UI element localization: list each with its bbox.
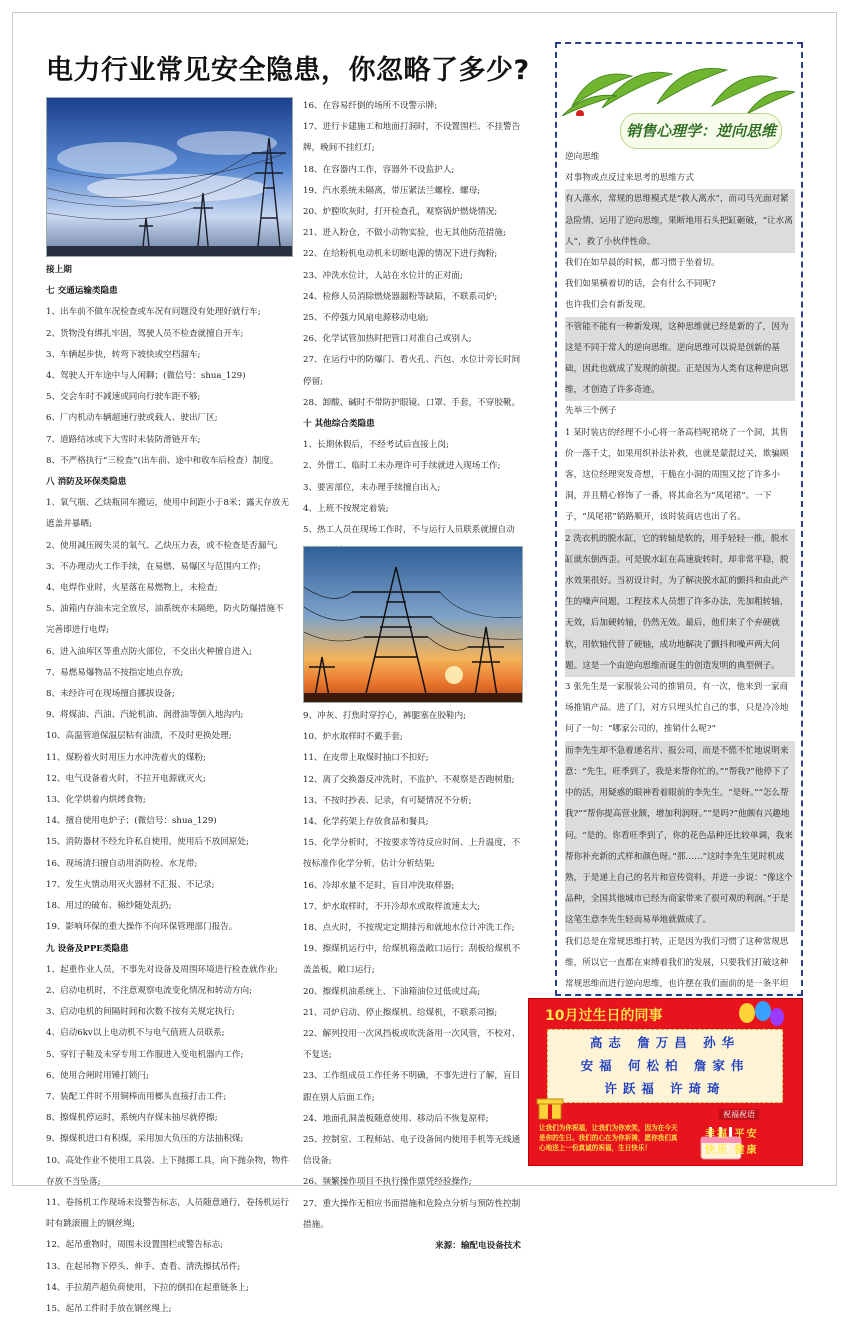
list-item: 18、点火时，不按规定定期排污和就地水位计冲洗工作;: [303, 923, 515, 934]
list-item: 22、在给粉机电动机未切断电源的情况下进行掏粉;: [303, 249, 498, 260]
power-tower-photo-sunset: [303, 546, 523, 703]
birthday-message: 让我们为你祝福，让我们为你欢笑，因为在今天是你的生日。我们的心在为你祈祷，愿你我们真心地送上一份真诚的祝福，生日快乐！: [539, 1124, 678, 1152]
list-item: 4、驾驶人开车途中与人闲聊；(微信号：shua_129): [46, 371, 246, 382]
list-item: 5、油箱内存油未完全放尽，油系统亦未隔绝，防火防爆措施不完善即进行电焊;: [46, 604, 284, 636]
list-item: 19、影响环保的重大操作不向环保管理部门报告。: [46, 922, 238, 933]
page-title: 电力行业常见安全隐患，你忽略了多少?: [46, 55, 530, 86]
list-item: 8、未经许可在现场擅自挪拔设备;: [46, 689, 175, 700]
list-item: 26、化学试管加热时把管口对准自己或别人;: [303, 334, 472, 345]
list-item: 16、在容易纤倒的场所不设警示牌;: [303, 101, 438, 111]
list-item: 1、氧气瓶、乙炔瓶同车搬运，使用中间距小于8米；露天存放无遮盖并暴晒;: [46, 498, 289, 530]
wish-line: 快乐 健康: [705, 1145, 759, 1156]
list-item: 6、进入油库区等重点防火部位，不交出火种擅自进入;: [46, 646, 253, 657]
list-item: 13、化学烘着内烘烤食物;: [46, 795, 146, 806]
list-item: 2、货物没有绑扎牢固，驾驶人员不检查就擅自开车;: [46, 328, 244, 339]
list-item: 3、要害部位，未办理手续擅自出入;: [303, 482, 441, 493]
list-item: 7、装配工件时不用铜棒而用榔头直接打击工件;: [46, 1091, 227, 1102]
list-item: 11、卷扬机工作现场未设警告标志，人员随意通行，卷扬机运行时有跳滚圈上的钢丝绳;: [46, 1197, 289, 1230]
list-item: 5、热工人员在现场工作时，不与运行人员联系就擅自动: [303, 525, 515, 536]
paragraph: 2 洗衣机的脱水缸，它的转轴是软的，用手轻轻一推，脱水缸就东倒西歪。可是脱水缸在高速旋转时，却非常平稳，脱水效果很好。当初设计时，为了解决脱水缸的颤抖和由此产生的噪声问题，工程技术人员想了许多办法，先加粗转轴，无效，后加硬转轴，仍然无效。最后，他们来了个弃硬就软，用软轴代替了硬轴，成功地解决了颤抖和噪声两大问题。这是一个由逆向思维而诞生的创造发明的典型例子。: [565, 529, 795, 677]
list-item: 5、穿钉子鞋及未穿专用工作服进入变电机器内工作;: [46, 1049, 244, 1060]
middle-column-bottom: [303, 706, 521, 1257]
list-item: 12、离了交换器反冲洗时，不监护、不观察是否跑树脂;: [303, 774, 515, 785]
names-row: 高志 詹万昌 孙华: [589, 1035, 741, 1050]
wish-line: 幸福 平安: [705, 1129, 759, 1140]
list-item: 2、外借工、临时工未办理许可手续就进入现场工作;: [303, 461, 501, 472]
list-item: 13、在起吊物下停头、伸手、查看、清洗擦拭吊件;: [46, 1261, 241, 1272]
names-row: 许跃福 许琦琦: [604, 1081, 726, 1096]
list-item: 3、不办理动火工作手续，在易燃、易爆区与范围内工作;: [46, 561, 261, 572]
list-item: 25、控制室、工程师站、电子设备间内使用手机等无线通信设备;: [303, 1135, 521, 1167]
list-item: 20、擦煤机油系统上、下油箱油位过低或过高;: [303, 986, 481, 997]
section-8-title: 八 消防及环保类隐患: [46, 477, 127, 488]
list-item: 17、炉水取样时，不开冷却水或取样流速太大;: [303, 901, 481, 912]
banner-title: 销售心理学：逆向思维: [620, 113, 782, 149]
list-item: 27、重大操作无相应书面措施和危险点分析与预防性控制措施。: [303, 1198, 521, 1230]
list-item: 4、上班不按规定着装;: [303, 503, 389, 514]
list-item: 18、用过的破布、棉纱随处乱扔;: [46, 901, 172, 912]
list-item: 9、冲灰、打焦时穿拧心，裤腿塞在胶鞋内;: [303, 711, 467, 721]
paragraph: 逆向思维: [565, 152, 600, 162]
paragraph: 先举三个例子: [565, 406, 617, 417]
list-item: 25、不停强力风扇电源移动电扇;: [303, 313, 429, 324]
list-item: 26、频繁操作项目不执行操作票凭经验操作;: [303, 1177, 472, 1188]
list-item: 9、擦煤机进口有积煤，采用加大负压的方法抽积煤;: [46, 1134, 244, 1145]
paragraph: 我们总是在常规思维打转，正是因为我们习惯了这种常规思维，所以它一直都在束缚着我们的发展，只要我们打破这种常规思维而进行逆向思维，也许摆在我们面前的是一条平坦: [565, 936, 789, 989]
list-item: 16、冷却水量不足时，盲目冲洗取样器;: [303, 880, 455, 891]
list-item: 14、擅自使用电炉子；(微信号：shua_129): [46, 816, 217, 827]
list-item: 24、检修人员消除燃烧器漏粉等缺陷，不联系司炉;: [303, 291, 498, 302]
paragraph: 不管能不能有一种新发现，这种思维就已经是新的了，因为这是不同于常人的逆向思维。逆向思维可以说是创新的基础，因此也就成了发现的前提。正是因为人类有这种逆向思维，才创造了许多奇迹。: [565, 317, 795, 402]
list-item: 22、解列投用一次风挡板或吹洗备用一次风管，不校对、不复送;: [303, 1029, 521, 1061]
list-item: 7、易燃易爆物品不按指定地点存放;: [46, 667, 184, 678]
paragraph: 也许我们会有新发现。: [565, 300, 651, 311]
list-item: 12、起吊重物时，周围未设置围栏或警告标志;: [46, 1240, 224, 1251]
wish-tag: 祝福祝语: [719, 1109, 759, 1120]
right-column-text: [565, 147, 795, 1084]
list-item: 23、工作组成员工作任务不明确，不事先进行了解，盲目跟在别人后面工作;: [303, 1071, 521, 1103]
section-7-title: 七 交通运输类隐患: [46, 286, 118, 297]
list-item: 2、启动电机时，不注意观察电流变化情况和转动方向;: [46, 985, 253, 996]
list-item: 8、擦煤机停运时，系统内存煤未抽尽就停擦;: [46, 1113, 218, 1124]
paragraph: 而李先生却不急着递名片、报公司，而是不慌不忙地说明来意：“先生，旺季到了，我是来帮你忙的。”“帮我?”他停下了中的活，用疑惑的眼神看着眼前的李先生。“是呀。”“怎么帮我?”“帮你提高营业额，增加利润呀。”“是吗?”他颇有兴趣地问。“是的。你看旺季到了，你的花色品种还比较单调，我来帮你补充新的式样和颜色呀。”那……”这时李先生见时机成熟，于是递上自己的名片和宣传资料，并进一步说：“像这个品种，全国其他城市已经为商家带来了很可观的利润。”于是这笔生意李先生轻而易举地就做成了。: [565, 741, 795, 932]
list-item: 28、卸酸、碱时不带防护眼镜、口罩、手套，不穿胶靴。: [303, 397, 521, 408]
paragraph: 我们如果横着切的话，会有什么不同呢?: [565, 279, 716, 290]
intro-text: 接上期: [46, 265, 72, 275]
list-item: 17、发生火情动用灭火器材不汇报、不记录;: [46, 879, 215, 890]
section-9-title: 九 设备及PPE类隐患: [46, 943, 129, 954]
list-item: 15、消防器材不经允许私自使用，使用后不放回原处;: [46, 837, 249, 848]
list-item: 15、化学分析时，不按要求等待反应时间、上升温度，不按标准作化学分析，估计分析结果;: [303, 838, 521, 870]
list-item: 4、启动6kv以上电动机不与电气值班人员联系;: [46, 1028, 225, 1039]
list-item: 6、厂内机动车辆超速行驶或载人、驶出厂区;: [46, 413, 218, 424]
list-item: 27、在运行中的防爆门、看火孔、汽包、水位计旁长时间停留;: [303, 355, 521, 387]
list-item: 3、启动电机的间隔时间和次数不按有关规定执行;: [46, 1007, 235, 1018]
list-item: 20、炉膛吹灰时，打开检查孔，观察锅炉燃烧情况;: [303, 207, 498, 218]
list-item: 19、汽水系统未隔离，带压紧法兰螺栓、螺母;: [303, 185, 481, 196]
list-item: 21、司炉启动、停止擦煤机、给煤机，不联系司擦;: [303, 1007, 498, 1018]
list-item: 24、地面孔洞盖板随意使用、移动后不恢复原样;: [303, 1113, 489, 1124]
list-item: 5、交会车时不减速或同向行驶车距不够;: [46, 392, 201, 403]
list-item: 8、不严格执行“三检查”(出车前、途中和收车后检查）制度。: [46, 455, 279, 466]
list-item: 7、道路结冰或下大雪时未装防滑链开车;: [46, 434, 201, 445]
section-10-title: 十 其他综合类隐患: [303, 419, 375, 430]
birthday-title: 10月过生日的同事: [545, 1008, 663, 1024]
list-item: 1、长期休假后，不经考试后直接上岗;: [303, 440, 449, 451]
paragraph: 我们在如早晨的时候，都习惯于坐着切。: [565, 258, 720, 269]
sales-psychology-panel: [555, 42, 803, 996]
names-row: 安福 何松柏 詹家伟: [580, 1058, 750, 1073]
list-item: 18、在容器内工作，容器外不设监护人;: [303, 164, 455, 175]
list-item: 19、擦煤机运行中，给煤机箱盖敞口运行；刮板给煤机不盖盖板，敞口运行;: [303, 944, 521, 976]
list-item: 10、炉水取样时不戴手套;: [303, 732, 403, 743]
list-item: 4、电焊作业时，火星落在易燃物上，未检查;: [46, 583, 218, 594]
list-item: 10、高处作业不使用工具袋、上下抛掷工具，向下抛杂物，物件存放不当坠落;: [46, 1155, 289, 1187]
list-item: 15、起吊工件时手放在钢丝绳上;: [46, 1303, 172, 1314]
list-item: 1、起重作业人员，不事先对设备及周围环境进行检查就作业;: [46, 964, 278, 975]
list-item: 16、现场清扫擅自动用消防栓、水龙带;: [46, 858, 198, 869]
list-item: 23、冲洗水位计，人站在水位计的正对面;: [303, 270, 463, 281]
list-item: 14、手拉葫芦超负荷使用，下拉的倒扣在起重链条上;: [46, 1282, 249, 1293]
list-item: 9、将煤油、汽油、汽轮机油、润滑油等倒入地沟内;: [46, 710, 244, 721]
source-label: 来源：输配电设备技术: [435, 1241, 521, 1252]
birthday-wish: [697, 1107, 797, 1163]
left-column: [46, 260, 292, 1320]
paragraph: 3 张先生是一家服装公司的推销员，有一次，他来到一家商场推销产品。进了门，对方只埋头忙自己的事，只是冷冷地问了一句：“哪家公司的，推销什么呢?”: [565, 682, 789, 735]
list-item: 6、使用合闸时用锤打锁闩;: [46, 1070, 149, 1081]
power-tower-photo-blue: [46, 97, 293, 257]
gift-icon: [535, 1093, 565, 1121]
paragraph: 对事物或点反过来思考的思维方式: [565, 173, 694, 184]
list-item: 14、化学药架上存放食品和餐具;: [303, 817, 429, 828]
paragraph: 有人落水，常规的思维模式是“救人离水”，而司马光面对紧急险情，运用了逆向思维，果断地用石头把缸砸破，“让水离人”，救了小伙伴性命。: [565, 189, 795, 253]
list-item: 11、在皮带上取煤时抽口不扣好;: [303, 753, 429, 764]
list-item: 21、进入粉仓，不做小动物实验，也无其他防范措施;: [303, 228, 506, 239]
list-item: 1、出车前不做车况检查或车况有问题没有处理好就行车;: [46, 307, 261, 318]
birthday-card: [528, 998, 803, 1166]
birthday-names: [547, 1029, 783, 1103]
list-item: 3、车辆起步快，转弯下坡快或空档溜车;: [46, 349, 201, 360]
paragraph: 1 某时装店的经理不小心将一条高档呢裙烧了一个洞，其售价一落千丈，如果用织补法补救，也就是蒙混过关，欺骗顾客，这位经理突发奇想，干脆在小洞的周围又挖了许多小洞，并且精心修饰了一番，将其命名为“凤尾裙”。一下子，“凤尾裙”销路顺开，该时装商店也出了名。: [565, 427, 789, 523]
list-item: 2、使用减压阀失灵的氧气、乙炔压力表，或不检查是否漏气;: [46, 540, 278, 551]
list-item: 11、煤粉着火时用压力水冲洗着火的煤粉;: [46, 752, 206, 763]
list-item: 13、不按时抄表、记录，有可疑情况不分析;: [303, 795, 472, 806]
list-item: 10、高温管道保温层粘有油渍，不及时更换处理;: [46, 731, 232, 742]
list-item: 12、电气设备着火时，不拉开电源就灭火;: [46, 773, 206, 784]
list-item: 17、进行卡建施工和地面打洞时，不设置围栏、不挂警告牌，晚间不挂红灯;: [303, 122, 521, 154]
